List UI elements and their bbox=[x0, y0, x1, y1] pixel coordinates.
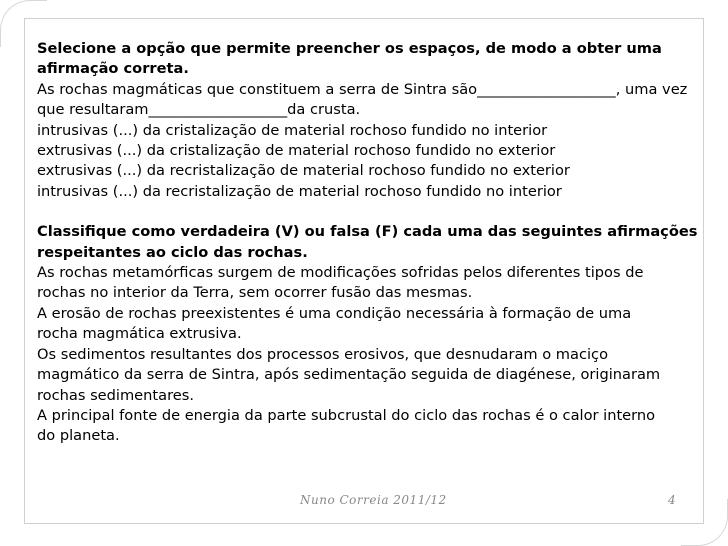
statement-2-line-1: A erosão de rochas preexistentes é uma condição necessária à formação de uma bbox=[37, 304, 632, 322]
question-2-prompt-line-2: respeitantes ao ciclo das rochas. bbox=[37, 243, 308, 261]
statement-1-line-1: As rochas metamórficas surgem de modificações sofridas pelos diferentes tipos de bbox=[37, 264, 644, 282]
question-1-prompt-line-2: afirmação correta. bbox=[37, 60, 189, 78]
page-number: 4 bbox=[668, 493, 676, 507]
statement-3-line-2: magmático da serra de Sintra, após sedimentação seguida de diagénese, originaram bbox=[37, 366, 661, 384]
frame-bottom-line bbox=[24, 523, 704, 524]
question-1-option-b[interactable]: extrusivas (...) da cristalização de material rochoso fundido no exterior bbox=[37, 142, 556, 160]
slide-content bbox=[37, 39, 707, 447]
section-spacer bbox=[37, 202, 707, 222]
question-1-prompt-line-1: Selecione a opção que permite preencher os espaços, de modo a obter uma bbox=[37, 40, 662, 57]
frame-left-line bbox=[24, 18, 25, 524]
question-1-sentence-line-2: que resultaram___________________da crusta. bbox=[37, 101, 361, 119]
statement-2-line-2: rocha magmática extrusiva. bbox=[37, 325, 242, 343]
statement-1-line-2: rochas no interior da Terra, sem ocorrer fusão das mesmas. bbox=[37, 284, 473, 302]
question-1-option-d[interactable]: intrusivas (...) da recristalização de material rochoso fundido no interior bbox=[37, 182, 562, 200]
statement-4-line-2: do planeta. bbox=[37, 427, 120, 445]
question-1-option-a[interactable]: intrusivas (...) da cristalização de material rochoso fundido no interior bbox=[37, 121, 548, 139]
frame-top-line bbox=[24, 18, 704, 19]
statement-3-line-3: rochas sedimentares. bbox=[37, 386, 194, 404]
question-2-prompt-line-1: Classifique como verdadeira (V) ou falsa (F) cada uma das seguintes afirmações bbox=[37, 223, 698, 241]
footer-author: Nuno Correia 2011/12 bbox=[300, 493, 447, 507]
question-1-sentence-line-1: As rochas magmáticas que constituem a serra de Sintra são___________________, uma vez bbox=[37, 80, 688, 98]
question-1-option-c[interactable]: extrusivas (...) da recristalização de material rochoso fundido no exterior bbox=[37, 162, 570, 180]
statement-3-line-1: Os sedimentos resultantes dos processos erosivos, que desnudaram o maciço bbox=[37, 345, 609, 363]
statement-4-line-1: A principal fonte de energia da parte subcrustal do ciclo das rochas é o calor interno bbox=[37, 406, 656, 424]
